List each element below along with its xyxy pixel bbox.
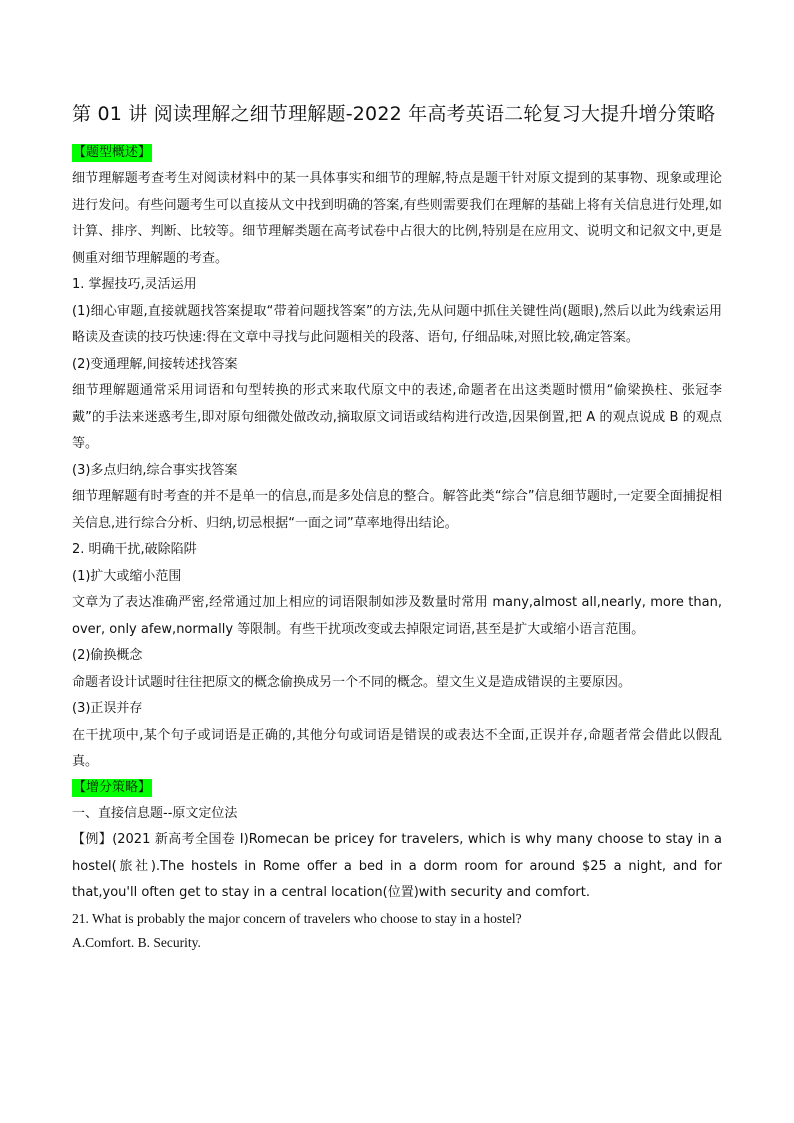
intro-paragraph: 细节理解题考查考生对阅读材料中的某一具体事实和细节的理解,特点是题干针对原文提到的某事物、现象或理论进行发问。有些问题考生可以直接从文中找到明确的答案,有些则需要我们在理解的基础上将有关信息进行处理,如计算、排序、判断、比较等。细节理解类题在高考试卷中占很大的比例,特别是在应用文、说明文和记叙文中,更是侧重对细节理解题的考查。 [72,171,722,266]
section-label-overview: 【题型概述】 [73,145,152,160]
subsection-2-2-text: 命题者设计试题时往往把原文的概念偷换成另一个不同的概念。望文生义是造成错误的主要原因。 [72,674,632,690]
subsection-1-2-text: 细节理解题通常采用词语和句型转换的形式来取代原文中的表述,命题者在出这类题时惯用“偷梁换柱、张冠李戴”的手法来迷惑考生,即对原句细微处做改动,摘取原文词语或结构进行改造,因果倒置,把 A 的观点说成 B 的观点等。 [72,383,722,451]
subsection-2-2-heading: (2)偷换概念 [72,648,143,663]
subsection-1-3-text: 细节理解题有时考查的并不是单一的信息,而是多处信息的整合。解答此类“综合”信息细节题时,一定要全面捕捉相关信息,进行综合分析、归纳,切忌根据“一面之词”草率地得出结论。 [72,489,722,531]
subsection-2-1-heading: (1)扩大或缩小范围 [72,568,182,584]
heading-2: 2. 明确干扰,破除陷阱 [72,542,197,557]
example-passage: 【例】(2021 新高考全国卷 I)Romecan be pricey for travelers, which is why many choose to stay in a hostel(旅社).The hostels in Rome offer a bed in a dorm room for around $25 a night, and for that,you'll often get to stay in a central location(位置)with security and comfort. [72,832,722,900]
section-label-strategy: 【增分策略】 [73,779,152,795]
subsection-2-1-text: 文章为了表达准确严密,经常通过加上相应的词语限制如涉及数量时常用 many,almost all,nearly, more than, over, only afew,normally 等限制。有些干扰项改变或去掉限定词语,甚至是扩大或缩小语言范围。 [72,595,722,637]
question-text: 21. What is probably the major concern of travelers who choose to stay in a hostel? [72,910,522,926]
strategy-heading-1: 一、直接信息题--原文定位法 [72,805,238,821]
subsection-1-3-heading: (3)多点归纳,综合事实找答案 [72,462,238,478]
subsection-2-3-text: 在干扰项中,某个句子或词语是正确的,其他分句或词语是错误的或表达不全面,正误并存,命题者常会借此以假乱真。 [72,727,722,769]
answer-options: A.Comfort. B. Security. [72,934,201,950]
subsection-1-2-heading: (2)变通理解,间接转述找答案 [72,356,238,372]
page-title: 第 01 讲 阅读理解之细节理解题-2022 年高考英语二轮复习大提升增分策略 [72,103,716,125]
subsection-1-1: (1)细心审题,直接就题找答案提取“带着问题找答案”的方法,先从问题中抓住关键性尚(题眼),然后以此为线索运用略读及查读的技巧快速:得在文章中寻找与此问题相关的段落、语句, 仔细品味,对照比较,确定答案。 [72,303,722,345]
heading-1: 1. 掌握技巧,灵活运用 [72,277,197,292]
subsection-2-3-heading: (3)正误并存 [72,701,143,716]
